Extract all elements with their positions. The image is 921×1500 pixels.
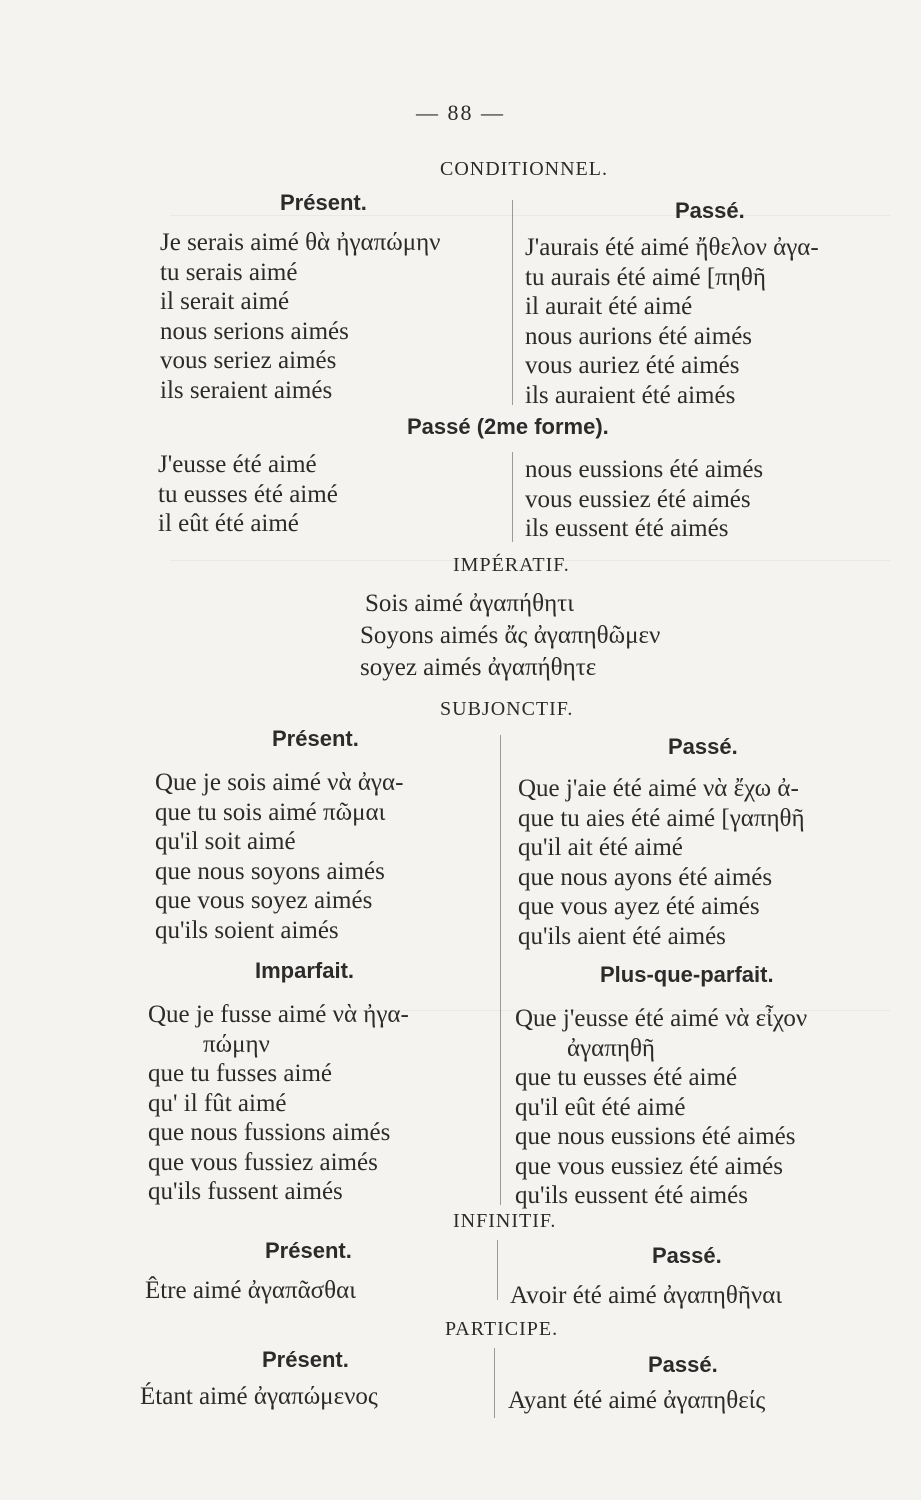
conjugation-line: nous serions aimés (160, 317, 349, 345)
subheading-imparfait: Imparfait. (255, 958, 355, 983)
conjugation-line: qu'ils eussent été aimés (515, 1182, 748, 1209)
conditionnel-present-list (160, 228, 440, 405)
participe-present-text: Étant aimé ἀγαπώμενος (140, 1383, 378, 1410)
conjugation-line: vous eussiez été aimés (525, 485, 751, 513)
section-heading-participe: PARTICIPE. (445, 1318, 559, 1340)
conjugation-line: qu'il soit aimé (155, 828, 296, 855)
conjugation-line: que nous fussions aimés (148, 1119, 391, 1146)
conjugation-line: Soyons aimés ἄς ἀγαπηθῶμεν (360, 622, 661, 649)
passe2-right-list (525, 455, 763, 544)
subheading-passe: Passé. (648, 1352, 718, 1377)
conjugation-line: soyez aimés ἀγαπήθητε (360, 654, 597, 681)
conjugation-line: que tu fusses aimé (148, 1060, 332, 1087)
infinitif-passe-text: Avoir été aimé ἀγαπηθῆναι (510, 1282, 783, 1309)
subheading-present: Présent. (280, 190, 367, 215)
subjonctif-present-list (155, 768, 403, 945)
bleed-through-line (170, 215, 890, 216)
conjugation-line: il aurait été aimé (525, 293, 693, 320)
conjugation-line: qu' il fût aimé (148, 1089, 287, 1117)
conjugation-line: que vous ayez été aimés (518, 893, 760, 920)
imperatif-list (360, 588, 660, 684)
subheading-present: Présent. (265, 1238, 352, 1263)
subjonctif-imparfait-list (148, 1000, 409, 1207)
subheading-passe: Passé. (675, 198, 745, 223)
conjugation-line: que nous eussions été aimés (515, 1123, 796, 1150)
infinitif-present-text: Être aimé ἀγαπᾶσθαι (145, 1277, 356, 1304)
conjugation-line: πώμην (203, 1030, 270, 1058)
column-divider (500, 735, 501, 1205)
conjugation-line: vous seriez aimés (160, 347, 337, 374)
subjonctif-passe-list (518, 774, 805, 951)
conjugation-line: ils seraient aimés (160, 376, 333, 404)
conjugation-line: qu'il ait été aimé (518, 834, 683, 861)
conjugation-line: J'eusse été aimé (158, 451, 317, 478)
passe2-left-list (158, 450, 338, 539)
conjugation-line: que nous ayons été aimés (518, 863, 773, 891)
page-number: — 88 — (416, 100, 505, 125)
conjugation-line: Sois aimé ἀγαπήθητι (365, 590, 574, 617)
subheading-plus-que-parfait: Plus-que-parfait. (600, 962, 774, 987)
conjugation-line: qu'ils aient été aimés (518, 922, 726, 950)
subheading-present: Présent. (272, 726, 359, 751)
conjugation-line: Que j'aie été aimé νὰ ἔχω ἀ- (518, 775, 799, 802)
conjugation-line: que tu eusses été aimé (515, 1064, 738, 1091)
conjugation-line: vous auriez été aimés (525, 352, 740, 379)
conjugation-line: Que je fusse aimé νὰ ἠγα- (148, 1001, 409, 1028)
column-divider (512, 200, 513, 405)
conjugation-line: que vous soyez aimés (155, 887, 373, 914)
participe-passe-text: Ayant été aimé ἀγαπηθείς (508, 1387, 766, 1414)
conjugation-line: tu eusses été aimé (158, 480, 338, 508)
subheading-passe-2me-forme: Passé (2me forme). (407, 414, 609, 439)
section-heading-subjonctif: SUBJONCTIF. (440, 698, 574, 720)
subheading-passe: Passé. (652, 1243, 722, 1268)
conjugation-line: que tu sois aimé πῶμαι (155, 798, 386, 826)
conjugation-line: que vous fussiez aimés (148, 1148, 378, 1176)
section-heading-infinitif: INFINITIF. (453, 1210, 557, 1232)
subheading-present: Présent. (262, 1347, 349, 1372)
conjugation-line: qu'il eût été aimé (515, 1093, 686, 1121)
conjugation-line: Que je sois aimé νὰ ἀγα- (155, 769, 404, 796)
conjugation-line: tu serais aimé (160, 258, 298, 286)
column-divider (497, 1240, 498, 1300)
conjugation-line: qu'ils fussent aimés (148, 1178, 343, 1205)
column-divider (494, 1348, 495, 1418)
conjugation-line: que nous soyons aimés (155, 857, 385, 885)
conjugation-line: ἀγαπηθῆ (567, 1034, 655, 1062)
conditionnel-passe-list (525, 233, 819, 410)
conjugation-line: Que j'eusse été aimé νὰ εἶχον (515, 1005, 808, 1032)
conjugation-line: tu aurais été aimé [πηθῆ (525, 263, 766, 291)
conjugation-line: nous aurions été aimés (525, 322, 753, 350)
conjugation-line: ils eussent été aimés (525, 515, 729, 542)
conjugation-line: que tu aies été aimé [γαπηθῆ (518, 804, 805, 832)
conjugation-line: ils auraient été aimés (525, 381, 736, 409)
section-heading-imperatif: IMPÉRATIF. (453, 554, 570, 576)
subjonctif-plus-que-parfait-list (515, 1004, 807, 1211)
conjugation-line: il serait aimé (160, 288, 290, 315)
conjugation-line: J'aurais été aimé ἤθελον ἀγα- (525, 234, 819, 261)
column-divider (512, 452, 513, 542)
conjugation-line: nous eussions été aimés (525, 456, 764, 483)
subheading-passe: Passé. (668, 734, 738, 759)
conjugation-line: il eût été aimé (158, 510, 299, 537)
conjugation-line: Je serais aimé θὰ ἠγαπώμην (160, 229, 441, 256)
conjugation-line: que vous eussiez été aimés (515, 1152, 783, 1180)
conjugation-line: qu'ils soient aimés (155, 916, 339, 944)
section-heading-conditionnel: CONDITIONNEL. (440, 158, 608, 180)
